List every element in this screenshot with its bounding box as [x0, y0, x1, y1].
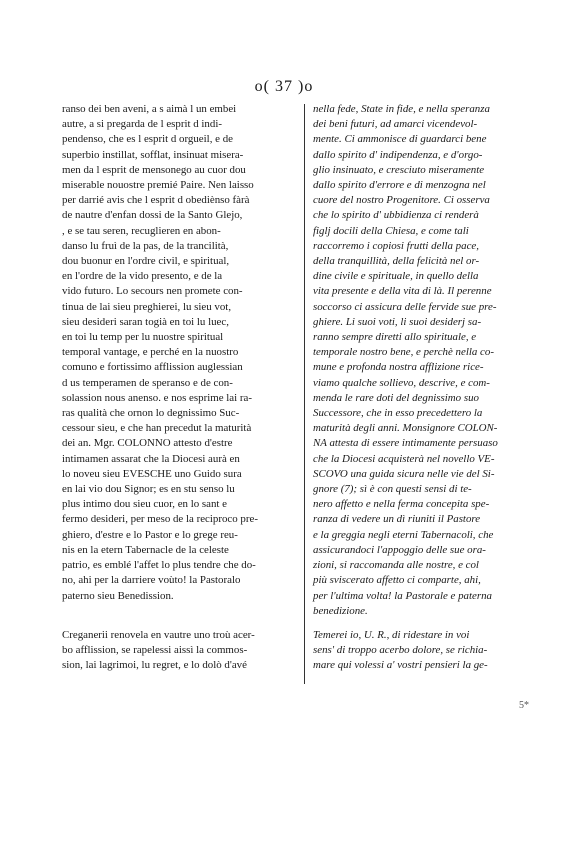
text-line: d us temperamen de speranso e de con- [62, 376, 233, 389]
text-line: tinua de lai sieu preghierei, lu sieu vot, [62, 300, 232, 313]
text-line: cuore del nostro Progenitore. Ci osserva [313, 194, 490, 207]
text-line: cessour sieu, e che han precedut la maturità [62, 422, 252, 435]
text-line: glio insinuato, e cresciuto miseramente [313, 163, 485, 176]
text-line: Successore, che in esso precedettero la [313, 407, 483, 420]
text-line: lo noveu sieu EVESCHE uno Guido sura [62, 467, 242, 480]
text-line: en l'ordre de la vido presento, e de la [62, 270, 223, 283]
text-line: paterno sieu Benedission. [62, 589, 174, 602]
right-column-second-paragraph [313, 628, 549, 674]
text-line: pendenso, che es l esprit d orgueil, e de [62, 133, 233, 146]
text-line: ranza di vedere un dì riuniti il Pastore [313, 513, 481, 526]
text-line: danso lu fruì de la pas, de la trancilità, [62, 239, 229, 252]
text-line: fermo desideri, per meso de la reciproco pre- [62, 513, 258, 526]
text-line: ghiere. Li suoi voti, li suoi desiderj sa- [313, 315, 482, 328]
text-line: dine civile e spirituale, in quello della [313, 270, 479, 283]
left-column-paragraph [62, 102, 300, 604]
page-number: o( 37 )o [254, 78, 314, 95]
text-line: en toi lu temp per lu nuostre spiritual [62, 331, 224, 344]
text-line: per darrié avis che l esprit d obediènso fàrà [62, 194, 250, 207]
text-line: soccorso ci assicura delle fervide sue pre- [313, 300, 497, 313]
text-line: ghiero, d'estre e lo Pastor e lo grege reu- [62, 528, 238, 541]
text-line: SCOVO una guida sicura nelle vie del Si- [313, 467, 495, 480]
text-line: ranso dei ben aveni, a s aimà l un embei [62, 103, 237, 115]
text-line: Creganerii renovela en vautre uno troù acer- [62, 629, 255, 641]
text-line: che lo spirito d' ubbidienza ci renderà [313, 209, 479, 222]
text-line: ras qualità che ornon lo degnissimo Suc- [62, 407, 240, 420]
text-line: sion, lai lagrimoi, lu regret, e lo dolò d'avé [62, 659, 247, 672]
text-line: mente. Ci ammonisce di guardarci bene [313, 133, 487, 146]
text-line: dallo spirito d' indipendenza, e d'orgo- [313, 148, 483, 161]
text-line: viamo qualche sollievo, descrive, e com- [313, 376, 490, 389]
text-line: miserable nouostre premié Paire. Nen laisso [62, 179, 254, 192]
signature-mark: 5* [519, 700, 529, 711]
text-line: mune e profonda nostra afflizione rice- [313, 361, 484, 374]
text-line: dei an. Mgr. COLONNO attesto d'estre [62, 437, 233, 450]
text-line: Temerei io, U. R., di ridestare in voi [313, 629, 470, 641]
text-line: nella fede, State in fide, e nella speranza [313, 103, 490, 115]
text-line: solassion nous anenso. e nos esprime lai ra- [62, 391, 252, 404]
text-line: sens' di troppo acerbo dolore, se richia- [313, 644, 488, 657]
text-line: maturità degli anni. Monsignore COLON- [313, 422, 498, 435]
text-line: raccorremo i copiosi frutti della pace, [313, 239, 479, 252]
text-line: intimamen assarat che la Diocesi aurà en [62, 452, 240, 465]
text-line: della tranquillità, della felicità nel or- [313, 255, 480, 268]
text-line: benedizione. [313, 604, 368, 617]
column-divider [304, 104, 305, 684]
text-line: nis en la etern Tabernacle de la celeste [62, 543, 229, 556]
text-line: , e se tau seren, recuglieren en abon- [62, 224, 221, 237]
text-line: no, ahi per la darriere voùto! la Pastoralo [62, 574, 241, 587]
text-line: NA attesta di essere intimamente persuaso [313, 437, 498, 450]
text-line: gnore (7); sì è con questi sensi di te- [313, 483, 472, 496]
text-line: dei beni futuri, ad amarci vicendevol- [313, 118, 478, 131]
text-line: e la greggia negli eterni Tabernacoli, che [313, 528, 494, 541]
text-line: vita presente e della vita di là. Il perenne [313, 285, 492, 298]
text-line: mare qui volessi a' vostri pensieri la ge- [313, 659, 488, 672]
text-line: temporale nostro bene, e perchè nella co- [313, 346, 494, 359]
text-line: menda le rare doti del degnissimo suo [313, 391, 479, 404]
text-line: comuno e fortissimo afflission auglessian [62, 361, 243, 374]
left-column-second-paragraph [62, 628, 300, 674]
text-line: autre, a si pregarda de l esprit d indi- [62, 118, 222, 131]
text-line: che la Diocesi acquisterà nel novello VE- [313, 452, 495, 465]
text-line: più sviscerato affetto ci comparte, ahi, [313, 574, 481, 587]
text-line: sieu desideri saran togià en toi lu luec, [62, 315, 229, 328]
text-line: patrio, es emblé l'affet lo plus tendre che do- [62, 559, 256, 572]
text-line: vido futuro. Lo secours nen promete con- [62, 285, 243, 298]
text-line: nero affetto e nella ferma concepita spe- [313, 498, 490, 511]
text-line: assicurandoci l'appoggio delle sue ora- [313, 543, 486, 556]
right-column-paragraph [313, 102, 549, 619]
text-line: dou buonur en l'ordre civil, e spiritual, [62, 255, 230, 268]
text-line: en lai vio dou Signor; es en stu senso lu [62, 483, 235, 496]
text-line: ranno sempre diretti allo spirituale, e [313, 331, 477, 344]
text-line: plus intimo dou sieu cuor, en lo sant e [62, 498, 228, 511]
text-line: per l'ultima volta! la Pastorale e paterna [313, 589, 492, 602]
text-line: bo afflission, se rapelessi aissì la commos- [62, 644, 248, 657]
text-line: figlj docili della Chiesa, e come tali [313, 224, 469, 237]
text-line: superbio instillat, sofflat, insinuat misera- [62, 148, 244, 161]
text-line: dallo spirito d'errore e di menzogna nel [313, 179, 486, 192]
text-line: men da l esprit de mensonego au cuor dou [62, 163, 246, 176]
text-line: temporal vantage, e perché en la nuostro [62, 346, 239, 359]
text-line: de nautre d'enfan dossi de la Santo Glejo, [62, 209, 243, 222]
text-line: zioni, si raccomanda alle nostre, e col [313, 559, 479, 572]
